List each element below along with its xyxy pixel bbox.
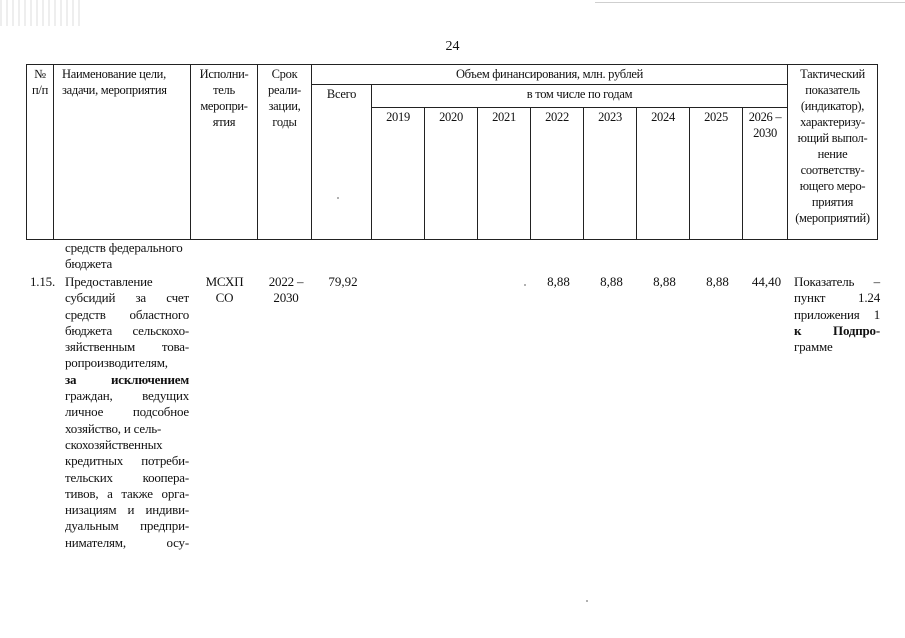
row-total: 79,92	[328, 274, 358, 289]
carry-over-line: средств федерального	[65, 240, 183, 255]
row-year-2024: 8,88	[653, 274, 676, 289]
header-col-executor	[191, 65, 258, 240]
header-col-by-years	[372, 85, 788, 108]
header-col-indicator-text: Тактический показатель (индикатор), характеризу-ющий выпол-нение соответству-ющего меро-приятия (мероприятий)	[795, 67, 870, 225]
financing-table-header	[26, 64, 878, 240]
description-line: Предоставление	[65, 274, 153, 289]
header-col-financing-text: Объем финансирования, млн. рублей	[455, 67, 644, 81]
header-year-2024: 2024	[637, 108, 690, 240]
description-line: бюджета сельскохо-	[65, 322, 189, 338]
scan-artifact-top	[595, 2, 905, 3]
description-line: хозяйство, и сель-	[65, 420, 162, 436]
row-year-2026-2030: 44,40	[751, 274, 782, 289]
header-col-name-text: Наименование цели, задачи, мероприятия	[62, 67, 167, 97]
header-col-term-text: Срок реали-зации, годы	[268, 67, 301, 129]
description-line: тивов, а также орга-	[65, 485, 189, 501]
term-line: 2022 –	[268, 274, 304, 289]
row-number: 1.15.	[30, 274, 56, 289]
row-year-2025: 8,88	[706, 274, 729, 289]
description-line: ропроизводителям,	[65, 355, 168, 371]
header-year-2023: 2023	[584, 108, 637, 240]
indicator-line: Показатель –	[794, 274, 880, 289]
description-line: дуальным предпри-	[65, 518, 189, 534]
carry-over-line: бюджета	[65, 256, 113, 272]
description-line: субсидий за счет	[65, 290, 189, 306]
header-year-2019: 2019	[372, 108, 425, 240]
header-year-2020: 2020	[425, 108, 478, 240]
description-line: тельских коопера-	[65, 469, 189, 485]
description-line: за исключением	[65, 371, 189, 387]
indicator-line: приложения 1	[794, 306, 880, 322]
header-col-term	[258, 65, 312, 240]
header-col-name	[54, 65, 191, 240]
row-indicator	[794, 274, 880, 355]
header-col-total-text: Всего	[326, 87, 357, 101]
executor-line: СО	[215, 290, 234, 306]
description-line: граждан, ведущих	[65, 388, 189, 404]
page-number: 24	[445, 39, 460, 54]
header-col-no	[27, 65, 54, 240]
description-line: личное подсобное	[65, 404, 189, 420]
row-description	[65, 274, 189, 551]
scan-speck	[337, 197, 339, 199]
header-year-2025: 2025	[690, 108, 743, 240]
indicator-line: пункт 1.24	[794, 290, 880, 306]
header-col-no-text: № п/п	[32, 67, 48, 97]
row-term	[259, 274, 313, 307]
header-col-total	[312, 85, 372, 240]
header-col-executor-text: Исполни-тель меропри-ятия	[199, 67, 249, 129]
description-line: скохозяйственных	[65, 436, 163, 452]
description-line: низациям и индиви-	[65, 502, 189, 518]
row-executor	[191, 274, 258, 307]
header-col-financing	[312, 65, 788, 85]
header-col-indicator	[788, 65, 878, 240]
term-line: 2030	[273, 290, 299, 306]
description-line: зяйственным това-	[65, 339, 189, 355]
indicator-line: грамме	[794, 339, 833, 355]
row-year-2023: 8,88	[600, 274, 623, 289]
description-line: кредитных потреби-	[65, 453, 189, 469]
indicator-line: к Подпро-	[794, 322, 880, 338]
header-col-by-years-text: в том числе по годам	[526, 87, 633, 101]
scan-artifact-left	[0, 0, 80, 26]
description-line: нимателям, осу-	[65, 534, 189, 550]
carry-over-text	[65, 240, 195, 273]
row-year-2022: 8,88	[547, 274, 570, 289]
header-year-2022: 2022	[531, 108, 584, 240]
scan-speck	[586, 600, 588, 602]
scan-speck	[524, 284, 526, 286]
description-line: средств областного	[65, 306, 189, 322]
executor-line: МСХП	[205, 274, 244, 289]
header-year-2021: 2021	[478, 108, 531, 240]
header-year-2026-2030: 2026 – 2030	[743, 108, 788, 240]
